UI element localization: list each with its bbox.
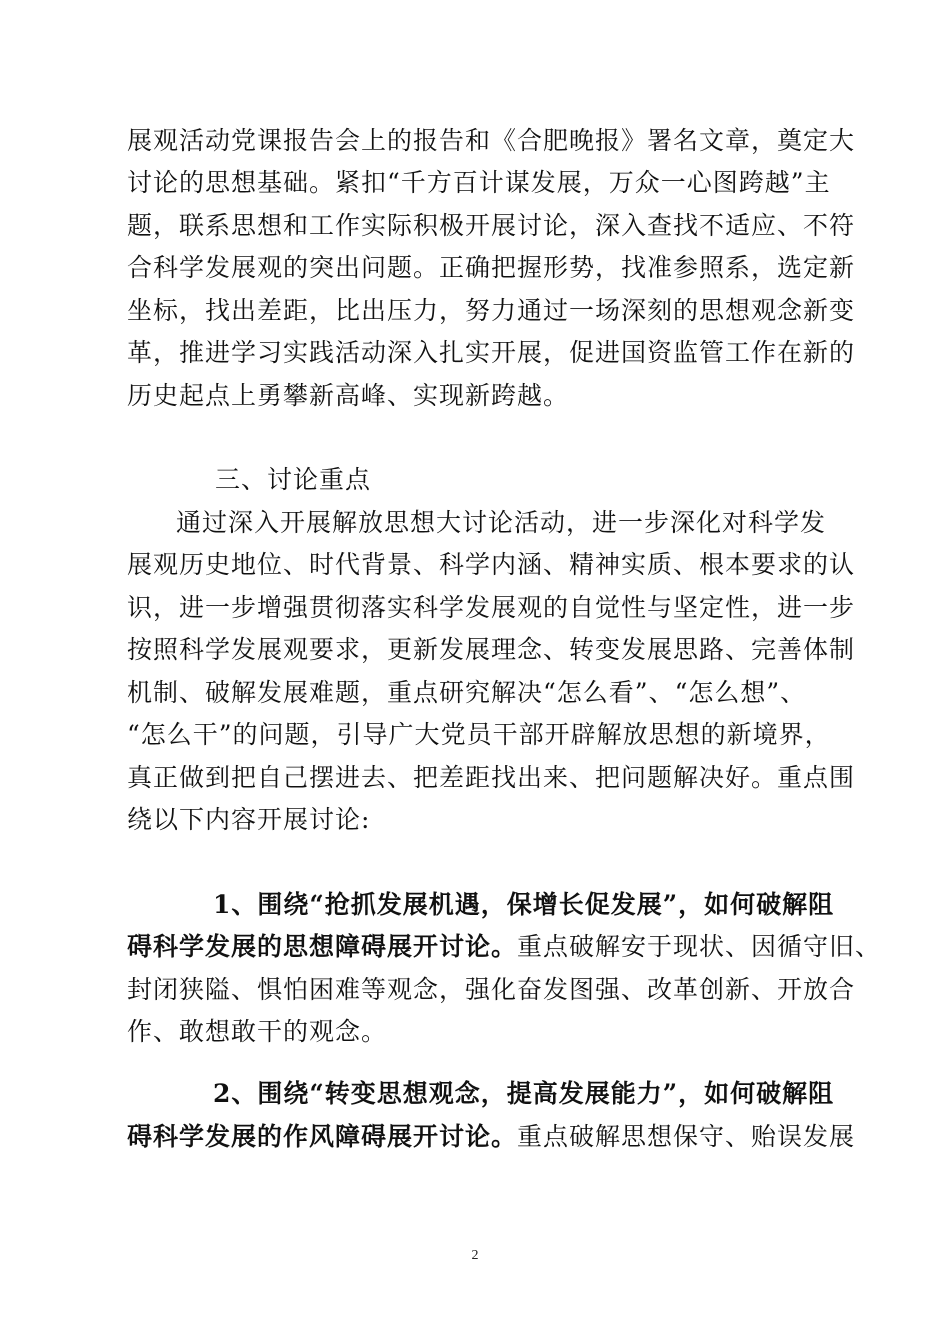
paragraph-line: 识，进一步增强贯彻落实科学发展观的自觉性与坚定性，进一步 <box>127 593 856 622</box>
page-number: 2 <box>471 1248 479 1263</box>
paragraph-line: 坐标，找出差距，比出压力，努力通过一场深刻的思想观念新变 <box>127 296 856 325</box>
item1-heading: 1、围绕“抢抓发展机遇，保增长促发展”，如何破解阻 <box>213 890 835 919</box>
paragraph-line: 展观历史地位、时代背景、科学内涵、精神实质、根本要求的认 <box>127 550 856 579</box>
paragraph-line: 历史起点上勇攀新高峰、实现新跨越。 <box>127 381 570 410</box>
paragraph-line: 讨论的思想基础。紧扣“千方百计谋发展，万众一心图跨越”主 <box>127 168 831 197</box>
paragraph-line: 合科学发展观的突出问题。正确把握形势，找准参照系，选定新 <box>127 253 856 282</box>
paragraph-line: 作、敢想敢干的观念。 <box>127 1017 388 1046</box>
paragraph-line: 展观活动党课报告会上的报告和《合肥晚报》署名文章，奠定大 <box>127 126 856 155</box>
paragraph-line: 按照科学发展观要求，更新发展理念、转变发展思路、完善体制 <box>127 635 856 664</box>
paragraph-line: 革，推进学习实践活动深入扎实开展，促进国资监管工作在新的 <box>127 338 856 367</box>
paragraph-line: 真正做到把自己摆进去、把差距找出来、把问题解决好。重点围 <box>127 763 856 792</box>
section-heading: 三、讨论重点 <box>215 465 372 494</box>
paragraph-line: 封闭狭隘、惧怕困难等观念，强化奋发图强、改革创新、开放合 <box>127 975 856 1004</box>
paragraph-line: 机制、破解发展难题，重点研究解决“怎么看”、“怎么想”、 <box>127 678 807 707</box>
paragraph-line: “怎么干”的问题，引导广大党员干部开辟解放思想的新境界， <box>127 720 831 749</box>
paragraph-line: 题，联系思想和工作实际积极开展讨论，深入查找不适应、不符 <box>127 211 856 240</box>
item2-text: 重点破解思想保守、贻误发展 <box>517 1122 856 1151</box>
item1-text: 重点破解安于现状、因循守旧、 <box>517 932 882 961</box>
item1-heading-continued: 碍科学发展的思想障碍展开讨论。 <box>127 932 518 961</box>
paragraph-line: 绕以下内容开展讨论: <box>127 805 371 834</box>
item2-heading-continued: 碍科学发展的作风障碍展开讨论。 <box>127 1122 518 1151</box>
item2-line2 <box>127 1122 855 1152</box>
paragraph-line: 通过深入开展解放思想大讨论活动，进一步深化对科学发 <box>176 508 827 537</box>
item2-heading: 2、围绕“转变思想观念，提高发展能力”，如何破解阻 <box>213 1079 835 1108</box>
item1-line2 <box>127 932 881 962</box>
